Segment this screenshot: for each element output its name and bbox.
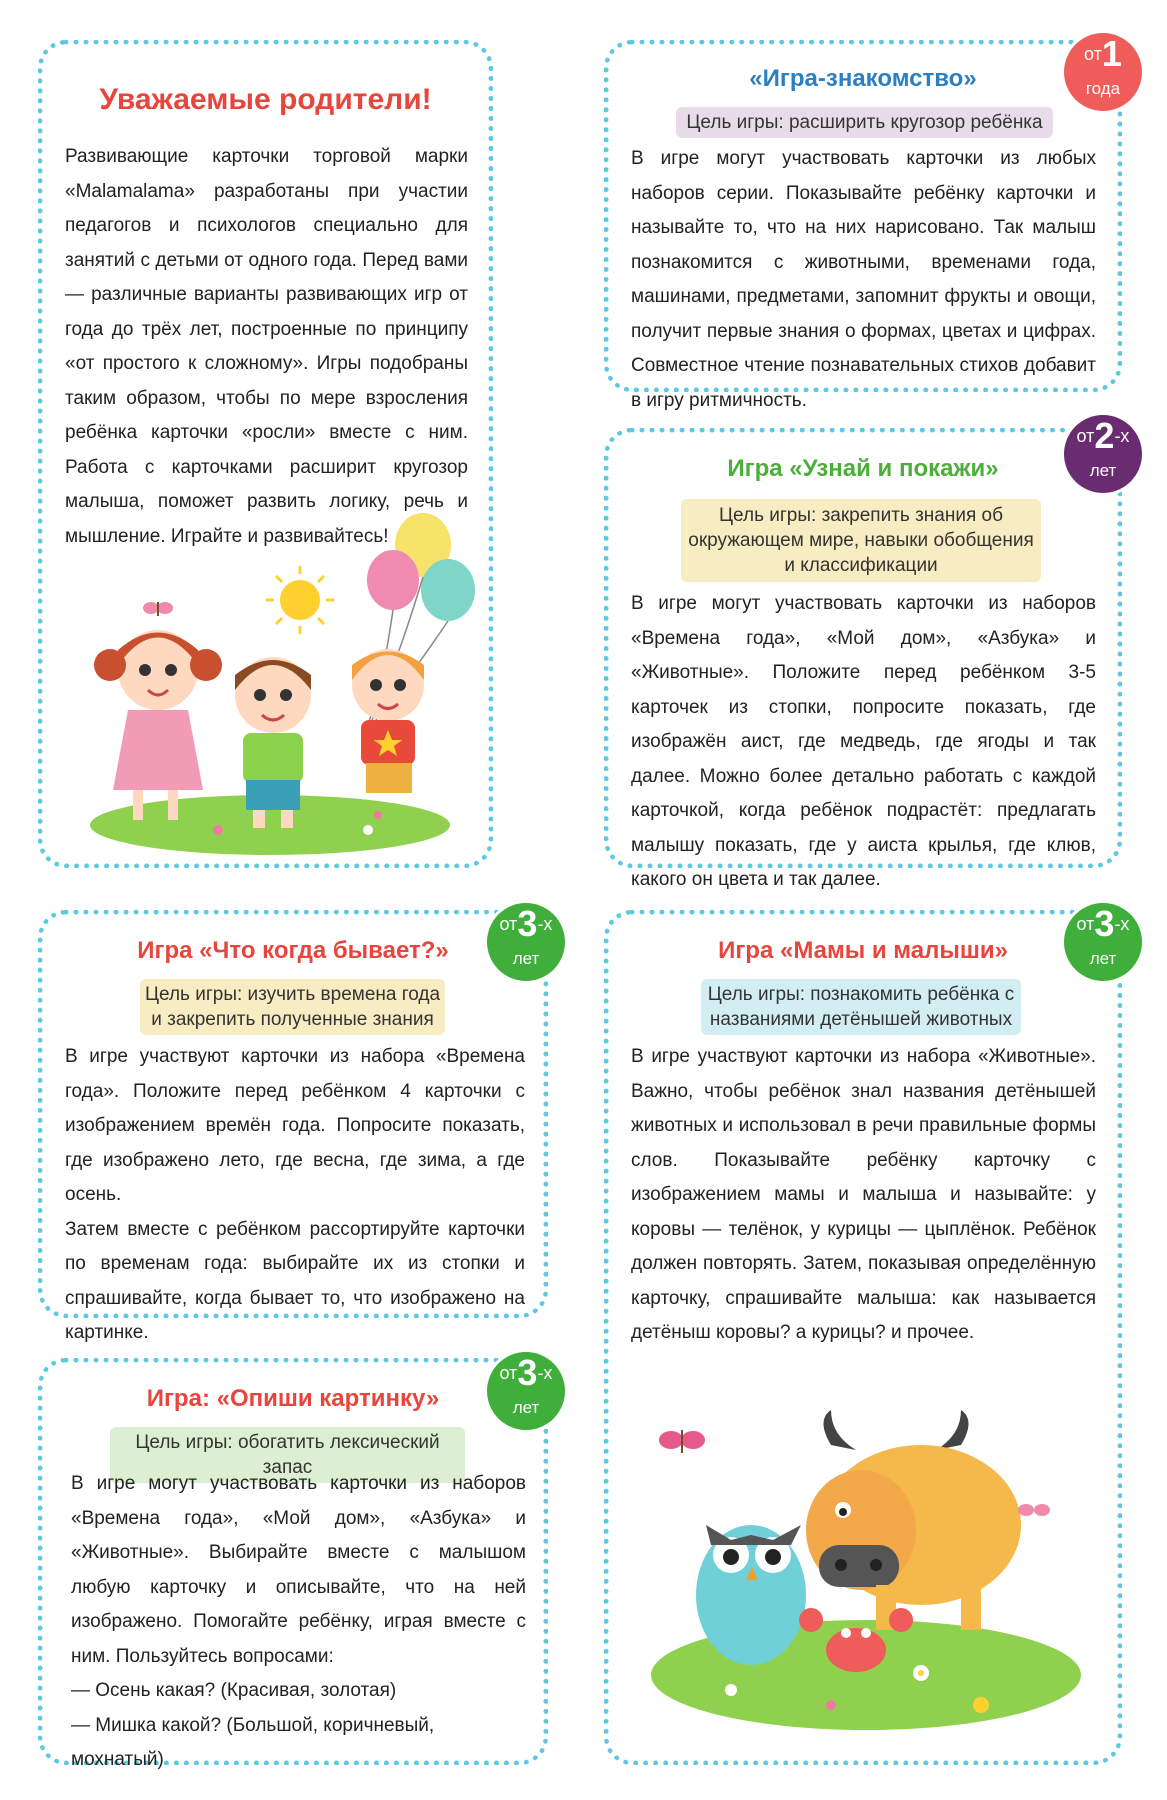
game-card-seasons: [38, 910, 548, 1343]
game-card-acquaintance: [604, 40, 1122, 411]
age-badge-1-year: [1064, 33, 1142, 111]
game-goal: Цель игры: обогатить лексический запас: [110, 1427, 465, 1483]
girl-left-figure: [94, 630, 222, 820]
badge-suffix: -х: [1114, 914, 1130, 934]
age-badge-3-years: [487, 903, 565, 981]
game-title: Игра «Что когда бывает?»: [137, 937, 449, 964]
game-text: В игре участвуют карточки из набора «Животные». Важно, чтобы ребёнок знал названия детёнышей животных и использовал в речи правильные формы слов. Показывайте ребёнку карточку с изображением мамы и малыша и называйте: у коровы — телёнок, у курицы — цыплёнок. Ребёнок должен повторять. Затем, показывая определённую карточку, спрашивайте малыша: как называется детёныш коровы? а курицы? и прочее.: [631, 1046, 1096, 1343]
butterfly-icon: [659, 1430, 705, 1453]
badge-unit: лет: [512, 949, 540, 968]
girl-right-figure: [352, 649, 424, 793]
badge-number: 3: [517, 1352, 538, 1393]
badge-number: 3: [1094, 903, 1115, 944]
game-title: Игра: «Опиши картинку»: [146, 1385, 440, 1412]
badge-prefix: от: [1084, 44, 1102, 64]
bull-figure: [806, 1410, 1021, 1630]
game-goal: Цель игры: расширить кругозор ребёнка: [676, 107, 1053, 138]
animals-illustration: [631, 1405, 1101, 1745]
game-title: «Игра-знакомство»: [749, 65, 977, 92]
badge-suffix: -х: [537, 914, 553, 934]
badge-prefix: от: [499, 1363, 518, 1383]
game-text: В игре могут участвовать карточки из любых наборов серии. Показывайте ребёнку карточки и называйте то, что на них нарисовано. Так малыш познакомится с животными, временами года, машинами, предметами, запомнит фрукты и овощи, получит первые знания о формах, цветах и цифрах. Совместное чтение познавательных стихов добавит в игру ритмичность.: [631, 148, 1096, 411]
badge-number: 2: [1094, 415, 1115, 456]
badge-prefix: от: [1076, 914, 1095, 934]
intro-card: [38, 40, 493, 868]
age-badge-3-years: [1064, 903, 1142, 981]
game-paragraph: Затем вместе с ребёнком рассортируйте карточки по временам года: выбирайте их из стопки и спрашивайте, когда бывает то, что изображено на картинке.: [65, 1218, 525, 1343]
badge-prefix: от: [1076, 426, 1095, 446]
age-badge-2-years: [1064, 415, 1142, 493]
game-text: [65, 1040, 525, 1351]
game-title: Игра «Мамы и малыши»: [718, 937, 1008, 964]
game-text: В игре могут участвовать карточки из наборов «Времена года», «Мой дом», «Азбука» и «Животные». Положите перед ребёнком 3-5 карточек из стопки, попросите показать, где изображён аист, где медведь, где ягоды и так далее. Можно более детально работать с каждой карточкой, когда ребёнок подрастёт: предлагать малышу показать, где у аиста крылья, где клюв, какого он цвета и так далее.: [631, 593, 1096, 890]
badge-unit: лет: [1089, 461, 1117, 480]
butterfly-icon: [1018, 1504, 1050, 1516]
badge-suffix: -х: [1114, 426, 1130, 446]
badge-unit: лет: [1089, 949, 1117, 968]
badge-unit: лет: [512, 1398, 540, 1417]
badge-suffix: -х: [537, 1363, 553, 1383]
game-question: — Осень какая? (Красивая, золотая): [71, 1680, 397, 1701]
game-text: [71, 1467, 526, 1778]
game-goal: Цель игры: познакомить ребёнка с названиями детёнышей животных: [701, 979, 1021, 1035]
owl-figure: [696, 1525, 806, 1665]
children-illustration: [48, 480, 488, 860]
badge-prefix: от: [499, 914, 518, 934]
game-title: Игра «Узнай и покажи»: [727, 455, 999, 482]
game-paragraph: В игре участвуют карточки из набора «Времена года». Положите перед ребёнком 4 карточки с изображением времён года. Попросите показать, где изображено лето, где весна, где зима, а где осень.: [65, 1046, 525, 1205]
badge-number: 1: [1101, 33, 1122, 74]
sun-icon: [266, 566, 334, 634]
game-card-describe-picture: [38, 1358, 548, 1770]
game-question: — Мишка какой? (Большой, коричневый, мохнатый): [71, 1714, 435, 1770]
age-badge-3-years: [487, 1352, 565, 1430]
badge-unit: года: [1085, 79, 1121, 98]
intro-title: Уважаемые родители!: [99, 83, 432, 116]
game-card-recognize: [604, 428, 1122, 890]
game-paragraph: В игре могут участвовать карточки из наборов «Времена года», «Мой дом», «Азбука» и «Животные». Выбирайте вместе с малышом любую карточку и описывайте, что на ней изображено. Помогайте ребёнку, играя вместе с ним. Пользуйтесь вопросами:: [71, 1473, 526, 1667]
game-card-mothers-babies: [604, 910, 1122, 1765]
game-goal: Цель игры: закрепить знания об окружающем мире, навыки обобщения и классификации: [681, 499, 1041, 582]
boy-figure: [235, 657, 311, 828]
game-goal: Цель игры: изучить времена года и закрепить полученные знания: [140, 979, 445, 1035]
badge-number: 3: [517, 903, 538, 944]
butterfly-icon: [143, 602, 173, 616]
intro-paragraph: Развивающие карточки торговой марки «Malamalama» разработаны при участии педагогов и психологов специально для занятий с детьми от одного года. Перед вами — различные варианты развивающих игр от года до трёх лет, построенные по принципу «от простого к сложному». Игры подобраны таким образом, чтобы по мере взросления ребёнка карточки «росли» вместе с ним. Работа с карточками расширит кругозор малыша, поможет развить логику, речь и мышление. Играйте и развивайтесь!: [65, 146, 468, 547]
